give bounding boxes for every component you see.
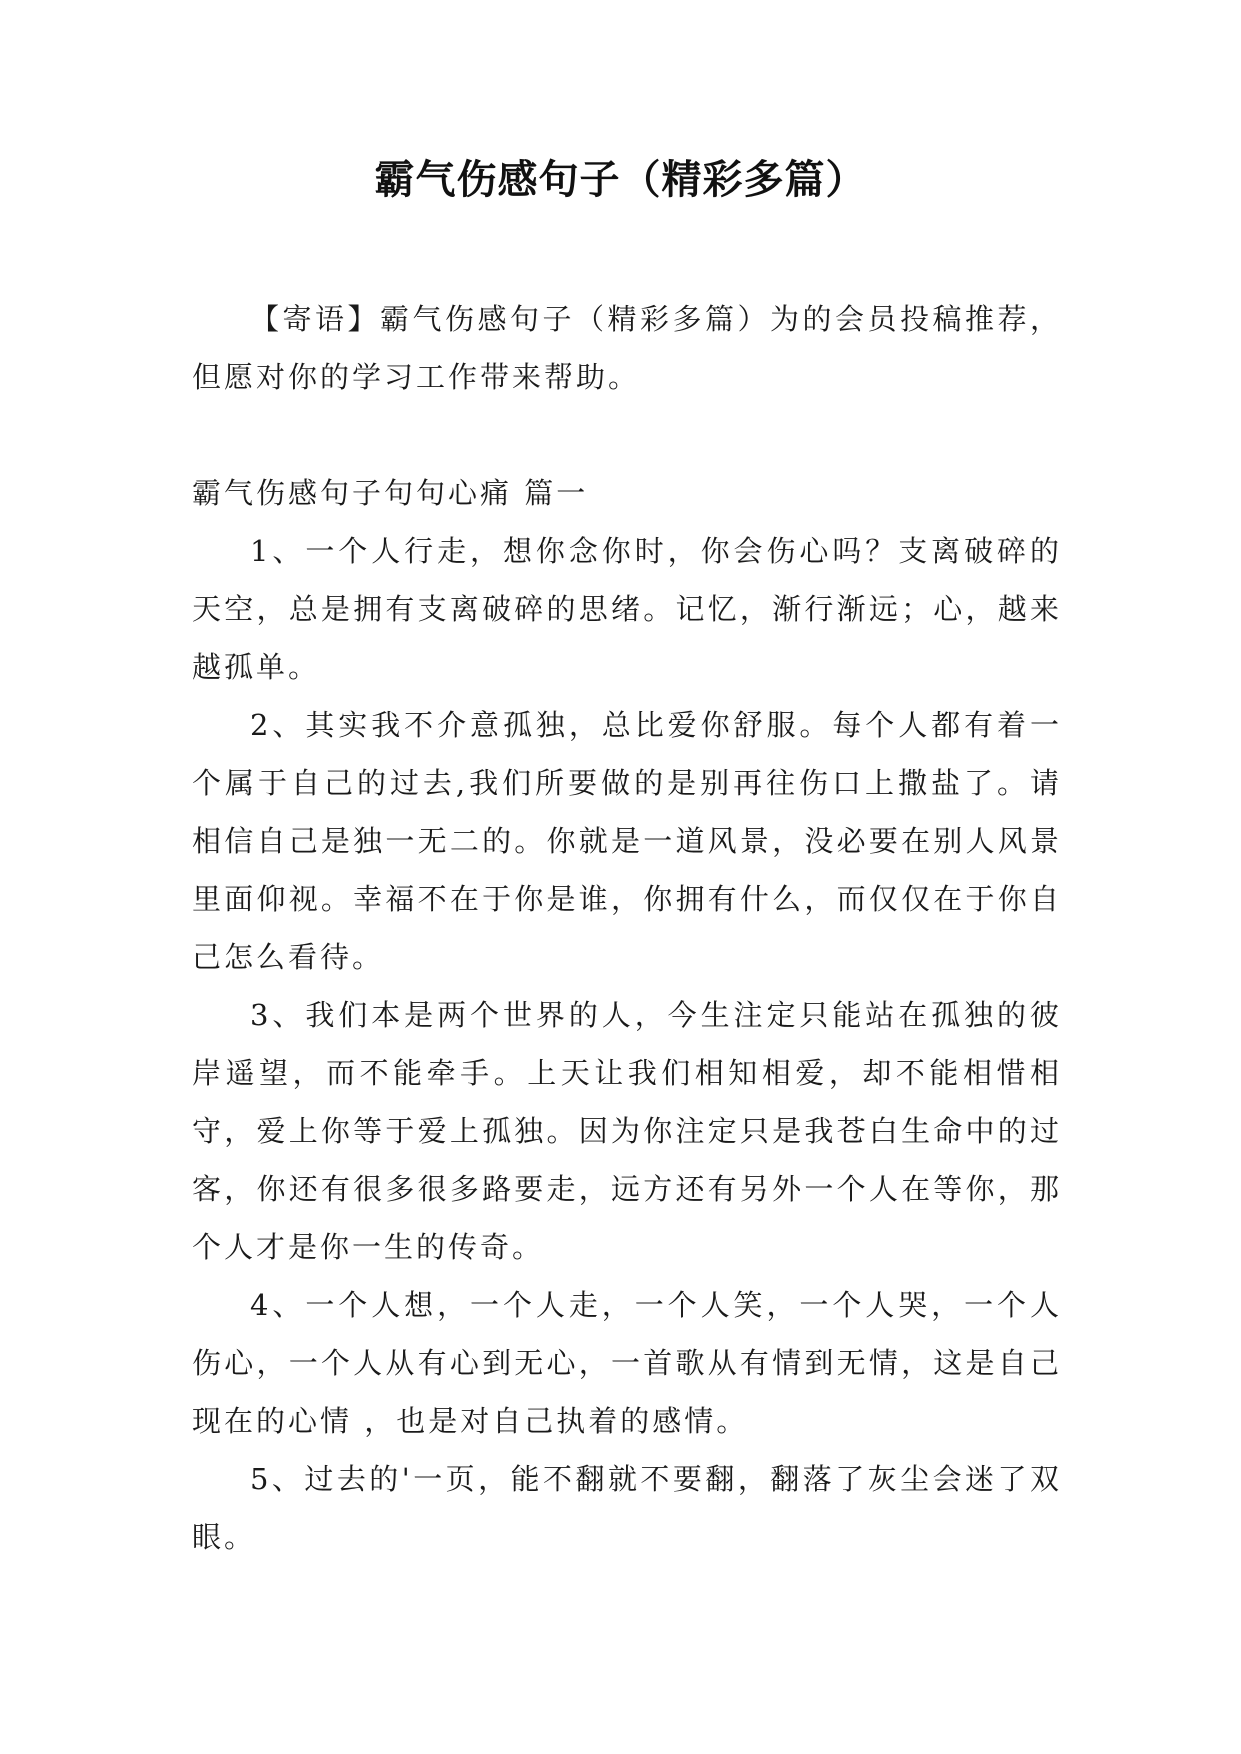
paragraph-3: 3、我们本是两个世界的人，今生注定只能站在孤独的彼岸遥望，而不能牵手。上天让我们相知相爱，却不能相惜相守，爱上你等于爱上孤独。因为你注定只是我苍白生命中的过客，你还有很多很多路要走，远方还有另外一个人在等你，那个人才是你一生的传奇。 xyxy=(192,998,1062,1264)
intro-paragraph: 【寄语】霸气伤感句子（精彩多篇）为的会员投稿推荐，但愿对你的学习工作带来帮助。 xyxy=(192,302,1062,394)
paragraph-4: 4、一个人想，一个人走，一个人笑，一个人哭，一个人伤心，一个人从有心到无心，一首歌从有情到无情，这是自己现在的心情 ，也是对自己执着的感情。 xyxy=(192,1288,1062,1438)
section-heading: 霸气伤感句子句句心痛 篇一 xyxy=(192,476,589,510)
document-title: 霸气伤感句子（精彩多篇） xyxy=(374,156,867,203)
document-body xyxy=(192,290,1062,1566)
paragraph-1: 1、一个人行走，想你念你时，你会伤心吗？支离破碎的天空，总是拥有支离破碎的思绪。记忆，渐行渐远；心，越来越孤单。 xyxy=(192,534,1062,684)
paragraph-2: 2、其实我不介意孤独，总比爱你舒服。每个人都有着一个属于自己的过去,我们所要做的是别再往伤口上撒盐了。请相信自己是独一无二的。你就是一道风景，没必要在别人风景里面仰视。幸福不在于你是谁，你拥有什么，而仅仅在于你自己怎么看待。 xyxy=(192,708,1062,974)
paragraph-5: 5、过去的'一页，能不翻就不要翻，翻落了灰尘会迷了双眼。 xyxy=(192,1462,1062,1554)
